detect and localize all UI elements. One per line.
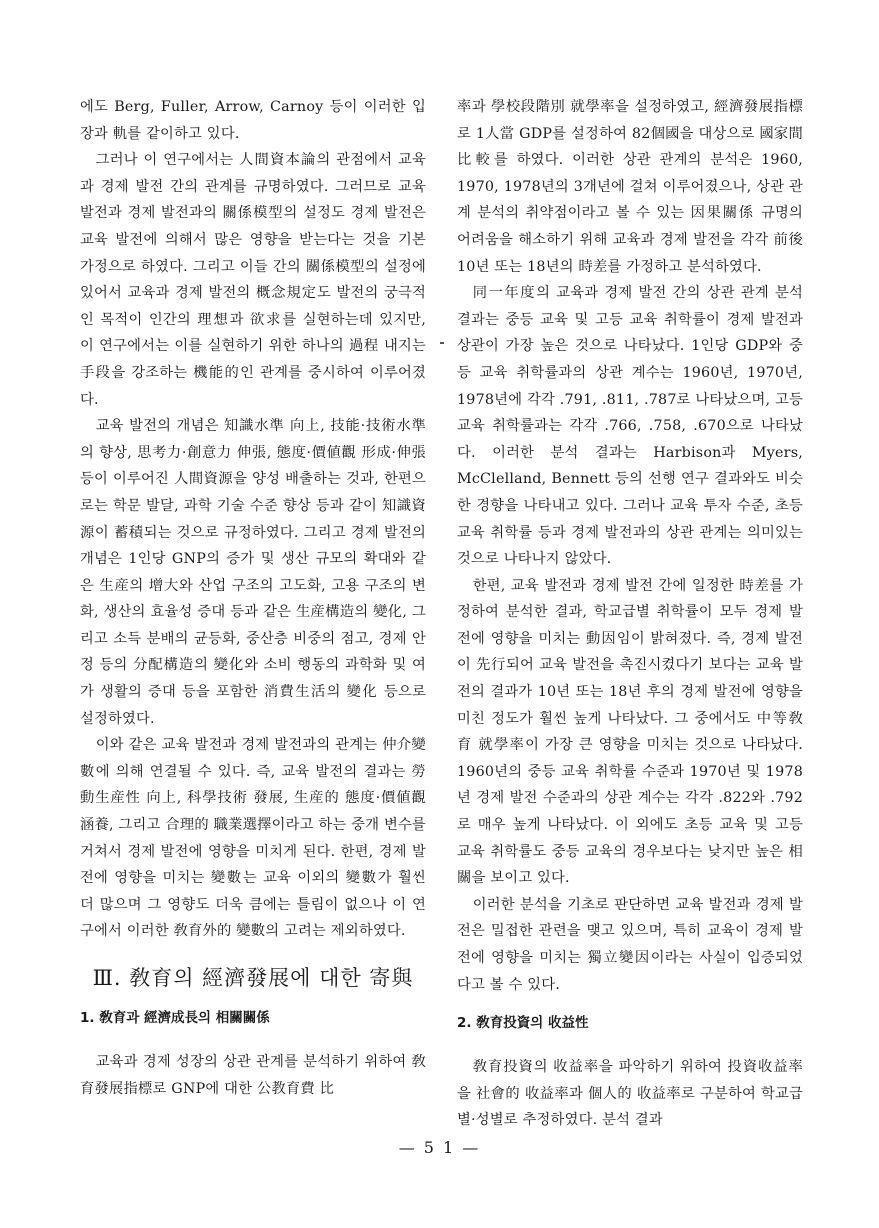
margin-mark xyxy=(440,342,444,344)
paragraph: 교육과 경제 성장의 상관 관계를 분석하기 위하여 敎育發展指標로 GNP에 대한 公教育費 比 xyxy=(80,1054,426,1097)
paragraph: 率과 學校段階別 就學率을 설정하였고, 經濟發展指標로 1人當 GDP를 설정하여 82個國을 대상으로 國家間 比較를 하였다. 이러한 상관 관계의 분석은 1960, 1970, 1978년의 3개년에 걸쳐 이루어졌으나, 상관 관계 분석의 취약점이라고 볼 수 있는 因果關係 규명의 어려움을 해소하기 위해 교육과 경제 발전을 각각 前後 10년 또는 18년의 時差를 가정하고 분석하였다. xyxy=(457,99,803,275)
paragraph: 한편, 교육 발전과 경제 발전 간에 일정한 時差를 가정하여 분석한 결과, 학교급별 취학률이 모두 경제 발전에 영향을 미치는 動因임이 밝혀졌다. 즉, 경제 발전이 先行되어 교육 발전을 촉진시켰다기 보다는 교육 발전의 결과가 10년 또는 18년 후의 경제 발전에 영향을 미친 정도가 훨씬 높게 나타났다. 그 중에서도 中等敎育 就學率이 가장 큰 영향을 미치는 것으로 나타났다. 1960년의 중등 교육 취학률 수준과 1970년 및 1978년 경제 발전 수준과의 상관 계수는 각각 .822와 .792로 매우 높게 나타났다. 이 외에도 초등 교육 및 고등 교육 취학률도 중등 교육의 경우보다는 낮지만 높은 相關을 보이고 있다. xyxy=(457,577,803,887)
paragraph: 에도 Berg, Fuller, Arrow, Carnoy 등이 이러한 입장과 軌를 같이하고 있다. xyxy=(80,99,426,142)
subsection-heading: 1. 敎育과 經濟成長의 相關關係 xyxy=(80,1010,270,1026)
paragraph: 교육 발전의 개념은 知識水準 向上, 技能·技術水準의 향상, 思考力·創意力 伸張, 態度·價値觀 形成·伸張 등이 이루어진 人間資源을 양성 배출하는 것과, 한편으로는 학문 발달, 과학 기술 수준 향상 등과 같이 知識資源이 蓄積되는 것으로 규정하였다. 그리고 경제 발전의 개념은 1인당 GNP의 증가 및 생산 규모의 확대와 같은 生産의 增大와 산업 구조의 고도화, 고용 구조의 변화, 생산의 효율성 증대 등과 같은 生産構造의 變化, 그리고 소득 분배의 균등화, 중산층 비중의 점고, 경제 안정 등의 分配構造의 變化와 소비 행동의 과학화 및 여가 생활의 증대 등을 포함한 消費生活의 變化 등으로 설정하였다. xyxy=(80,418,426,727)
paragraph: 同一年度의 교육과 경제 발전 간의 상관 관계 분석 결과는 중등 교육 및 고등 교육 취학률이 경제 발전과 상관이 가장 높은 것으로 나타났다. 1인당 GDP와 중등 교육 취학률과의 상관 계수는 1960년, 1970년, 1978년에 각각 .791, .811, .787로 나타났으며, 고등 교육 취학률과는 각각 .766, .758, .670으로 나타났다. 이러한 분석 결과는 Harbison과 Myers, McClelland, Bennett 등의 선행 연구 결과와도 비슷한 경향을 나타내고 있다. 그러나 교육 투자 수준, 초등 교육 취학률 등과 경제 발전과의 상관 관계는 의미있는 것으로 나타나지 않았다. xyxy=(457,285,803,568)
right-column xyxy=(457,94,803,1134)
page-number: — 5 1 — xyxy=(398,1138,481,1157)
left-column xyxy=(80,94,426,1102)
section-heading: Ⅲ. 敎育의 經濟發展에 대한 寄與 xyxy=(92,966,414,990)
subsection-heading: 2. 敎育投資의 收益性 xyxy=(457,1015,589,1032)
paragraph: 敎育投資의 收益率을 파악하기 위하여 投資收益率을 社會的 收益率과 個人的 收益率로 구분하여 학교급별·성별로 추정하였다. 분석 결과 xyxy=(457,1059,803,1129)
paragraph: 이와 같은 교육 발전과 경제 발전과의 관계는 仲介變數에 의해 연결될 수 있다. 즉, 교육 발전의 결과는 勞動生産性 向上, 科學技術 發展, 生産的 態度·價値觀 涵養, 그리고 合理的 職業選擇이라고 하는 중개 변수를 거쳐서 경제 발전에 영향을 미치게 된다. 한편, 경제 발전에 영향을 미치는 變數는 교육 이외의 變數가 훨씬 더 많으며 그 영향도 더욱 큼에는 틀림이 없으나 이 연구에서 이러한 敎育外的 變數의 고려는 제외하였다. xyxy=(80,737,426,940)
paragraph: 그러나 이 연구에서는 人間資本論의 관점에서 교육과 경제 발전 간의 관계를 규명하였다. 그러므로 교육 발전과 경제 발전과의 關係模型의 설정도 경제 발전은 교육 발전에 의해서 많은 영향을 받는다는 것을 기본 가정으로 하였다. 그리고 이들 간의 關係模型의 설정에 있어서 교육과 경제 발전의 概念規定도 발전의 궁극적인 목적이 인간의 理想과 欲求를 실현하는데 있지만, 이 연구에서는 이를 실현하기 위한 하나의 過程 내지는 手段을 강조하는 機能的인 관계를 중시하여 이루어졌다. xyxy=(80,152,426,408)
paragraph: 이러한 분석을 기초로 판단하면 교육 발전과 경제 발전은 밀접한 관련을 맺고 있으며, 특히 교육이 경제 발전에 영향을 미치는 獨立變因이라는 사실이 입증되었다고 볼 수 있다. xyxy=(457,896,803,993)
